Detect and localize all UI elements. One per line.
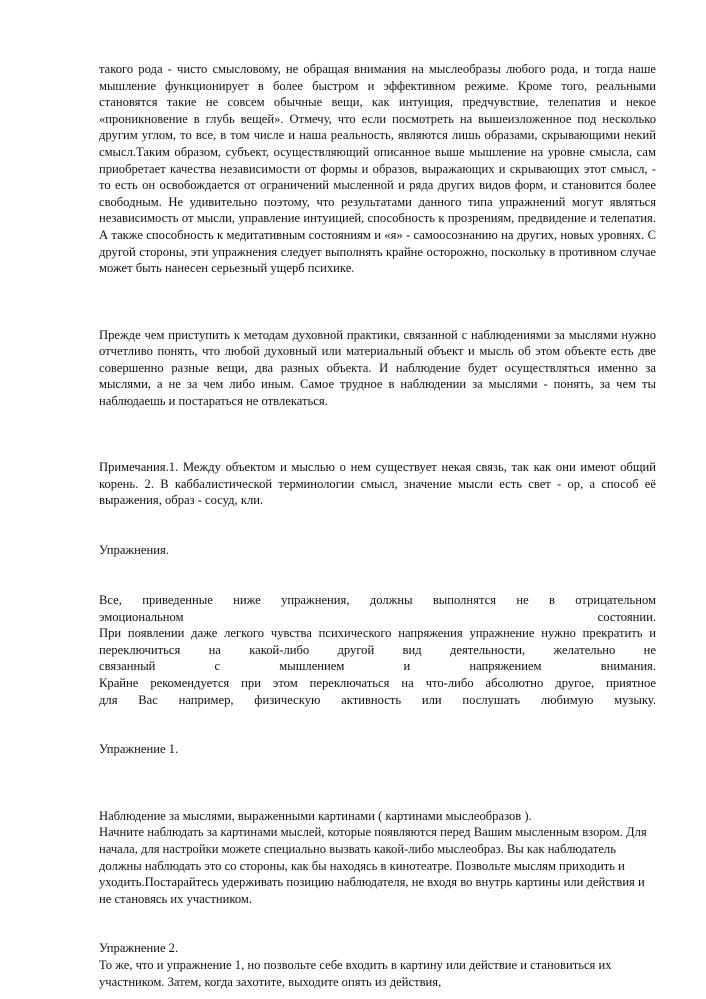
exercise-2-body: То же, что и упражнение 1, но позвольте себе входить в картину или действие и становиться их участником. Затем, когда захотите, выходите опять из действия, xyxy=(99,958,612,989)
paragraph-gap xyxy=(99,907,656,940)
heading-exercises: Упражнения. xyxy=(99,543,169,558)
heading-exercise-2: Упражнение 2. xyxy=(99,941,179,956)
paragraph-gap xyxy=(99,708,656,741)
paragraph-gap xyxy=(99,509,656,542)
paragraph-exercise-rules xyxy=(99,592,656,708)
paragraph-gap xyxy=(99,559,656,592)
document-text-body xyxy=(99,61,656,990)
paragraph-gap xyxy=(99,277,656,310)
rules-line-5: Крайне рекомендуется при этом переключаться на что-либо абсолютно другое, приятное xyxy=(99,675,656,690)
paragraph-gap xyxy=(99,443,656,460)
paragraph-gap xyxy=(99,310,656,327)
rules-line-3: При появлении даже легкого чувства психического напряжения упражнение нужно прекратить и переключиться на какой-либо другой вид деятельности, желательно не xyxy=(99,626,656,657)
heading-exercise-1: Упражнение 1. xyxy=(99,742,179,757)
paragraph-gap xyxy=(99,791,656,808)
paragraph-gap xyxy=(99,758,656,791)
rules-line-1: Все, приведенные ниже упражнения, должны выполнятся не в отрицательном xyxy=(99,593,656,607)
rules-line-6: для Вас например, физическую активность или послушать любимую музыку. xyxy=(99,692,656,707)
rules-line-2: эмоциональном состоянии. xyxy=(99,609,656,624)
paragraph-intro-continuation: такого рода - чисто смысловому, не обращая внимания на мыслеобразы любого рода, и тогда наше мышление функционирует в более быстром и эффективном режиме. Кроме того, реальными становятся такие не совсем обычные вещи, как интуиция, предчувствие, телепатия и некое «проникновение в глубь вещей». Отмечу, что если посмотреть на вышеизложенное под несколько другим углом, то все, в том числе и наша реальность, являются лишь образами, скрывающими некий смысл.Таким образом, субъект, осуществляющий описанное выше мышление на уровне смысла, сам приобретает качества независимости от формы и образов, выражающих и скрывающих этот смысл, - то есть он освобождается от ограничений мысленной и ряда других видов форм, и становится более свободным. Не удивительно поэтому, что результатами данного типа упражнений могут являться независимость от мысли, управление интуицией, способность к прозрениям, предвидение и телепатия. А также способность к медитативным состояниям и «я» - самоосознанию на других, новых уровнях. С другой стороны, эти упражнения следует выполнять крайне осторожно, поскольку в противном случае может быть нанесен серьезный ущерб психике. xyxy=(99,62,656,276)
paragraph-notes: Примечания.1. Между объектом и мыслью о нем существует некая связь, так как они имеют общий корень. 2. В каббалистической терминологии смысл, значение мысли есть свет - ор, а способ её выражения, образ - сосуд, кли. xyxy=(99,460,656,508)
rules-line-4: связанный с мышлением и напряжением внимания. xyxy=(99,659,656,674)
paragraph-gap xyxy=(99,409,656,442)
exercise-1-subtitle: Наблюдение за мыслями, выраженными картинами ( картинами мыслеобразов ). xyxy=(99,808,532,823)
paragraph-before-practice: Прежде чем приступить к методам духовной практики, связанной с наблюдениями за мыслями нужно отчетливо понять, что любой духовный или материальный объект и мысль об этом объекте есть две совершенно разные вещи, два разных объекта. И наблюдение будет осуществляться именно за мыслями, а не за чем либо иным. Самое трудное в наблюдении за мыслями - понять, за чем ты наблюдаешь и постараться не отвлекаться. xyxy=(99,327,656,408)
exercise-1-body: Начните наблюдать за картинами мыслей, которые появляются перед Вашим мысленным взором. Для начала, для настройки можете специально вызвать какой-либо мыслеобраз. Вы как наблюдатель должны наблюдать это со стороны, как бы находясь в кинотеатре. Позвольте мыслям приходить и уходить.Постарайтесь удерживать позицию наблюдателя, не входя во внутрь картины или действия и не становясь их участником. xyxy=(99,825,647,906)
